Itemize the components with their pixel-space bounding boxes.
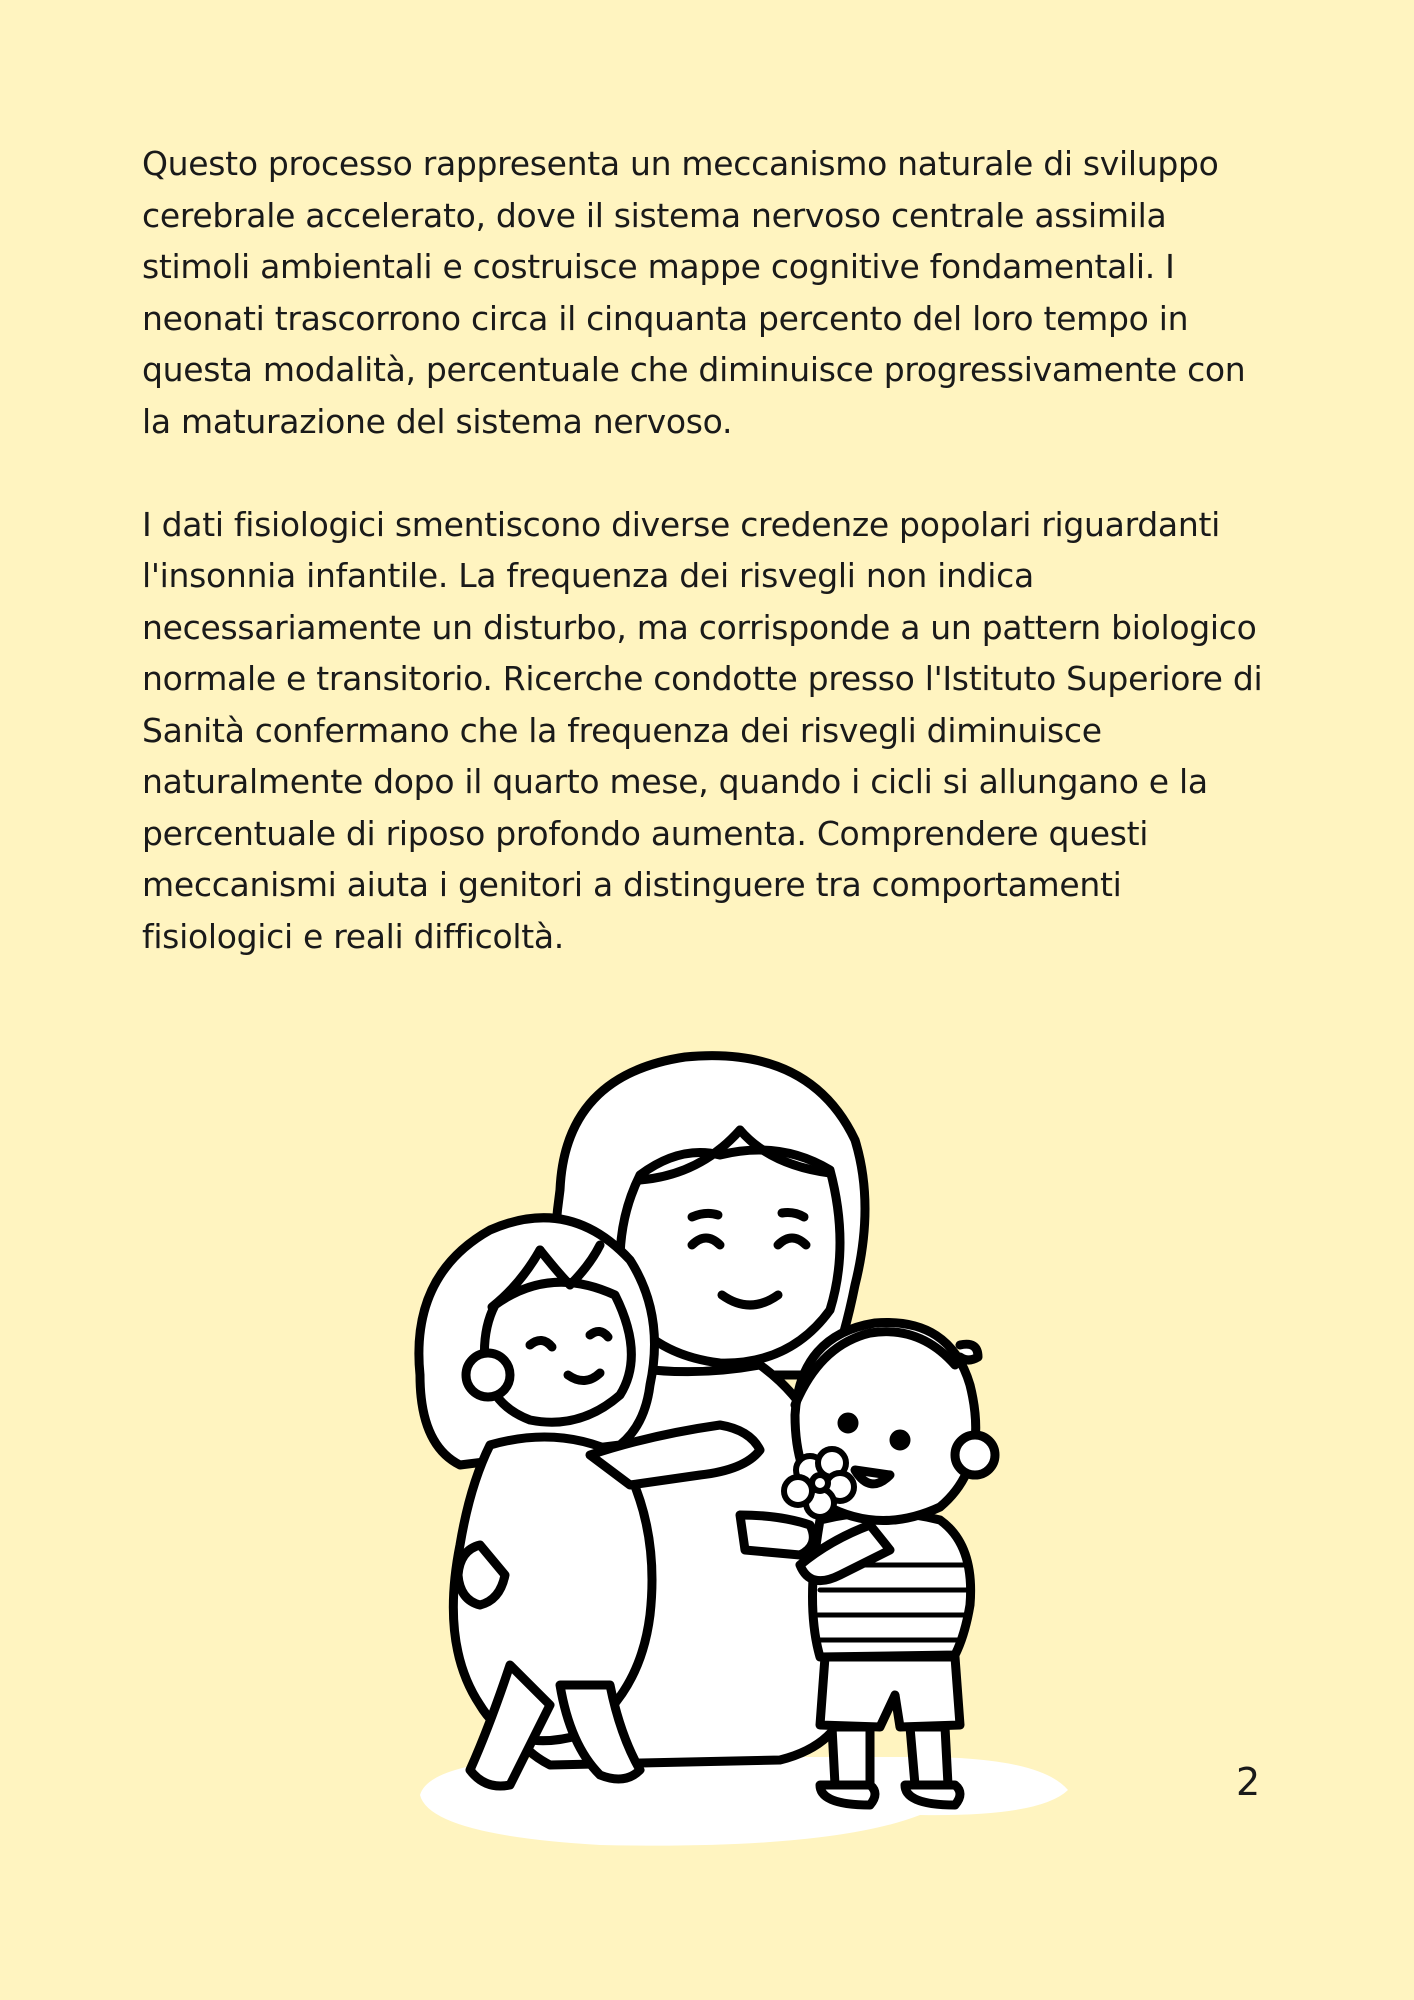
body-text <box>142 138 1282 1014</box>
paragraph-1: Questo processo rappresenta un meccanismo naturale di sviluppo cerebrale accelerato, dove il sistema nervoso centrale assimila stimoli ambientali e costruisce mappe cognitive fondamentali. I neonati trascorrono circa il cinquanta percento del loro tempo in questa modalità, percentuale che diminuisce progressivamente con la maturazione del sistema nervoso. <box>142 144 1246 441</box>
paragraph-2: I dati fisiologici smentiscono diverse credenze popolari riguardanti l'insonnia infantile. La frequenza dei risvegli non indica necessariamente un disturbo, ma corrisponde a un pattern biologico normale e transitorio. Ricerche condotte presso l'Istituto Superiore di Sanità confermano che la frequenza dei risvegli diminuisce naturalmente dopo il quarto mese, quando i cicli si allungano e la percentuale di riposo profondo aumenta. Comprendere questi meccanismi aiuta i genitori a distinguere tra comportamenti fisiologici e reali difficoltà. <box>142 504 1263 956</box>
mother-hugging-children-icon <box>400 1045 1090 1875</box>
page-number: 2 <box>1236 1760 1261 1804</box>
mother-children-illustration <box>400 1045 1090 1875</box>
